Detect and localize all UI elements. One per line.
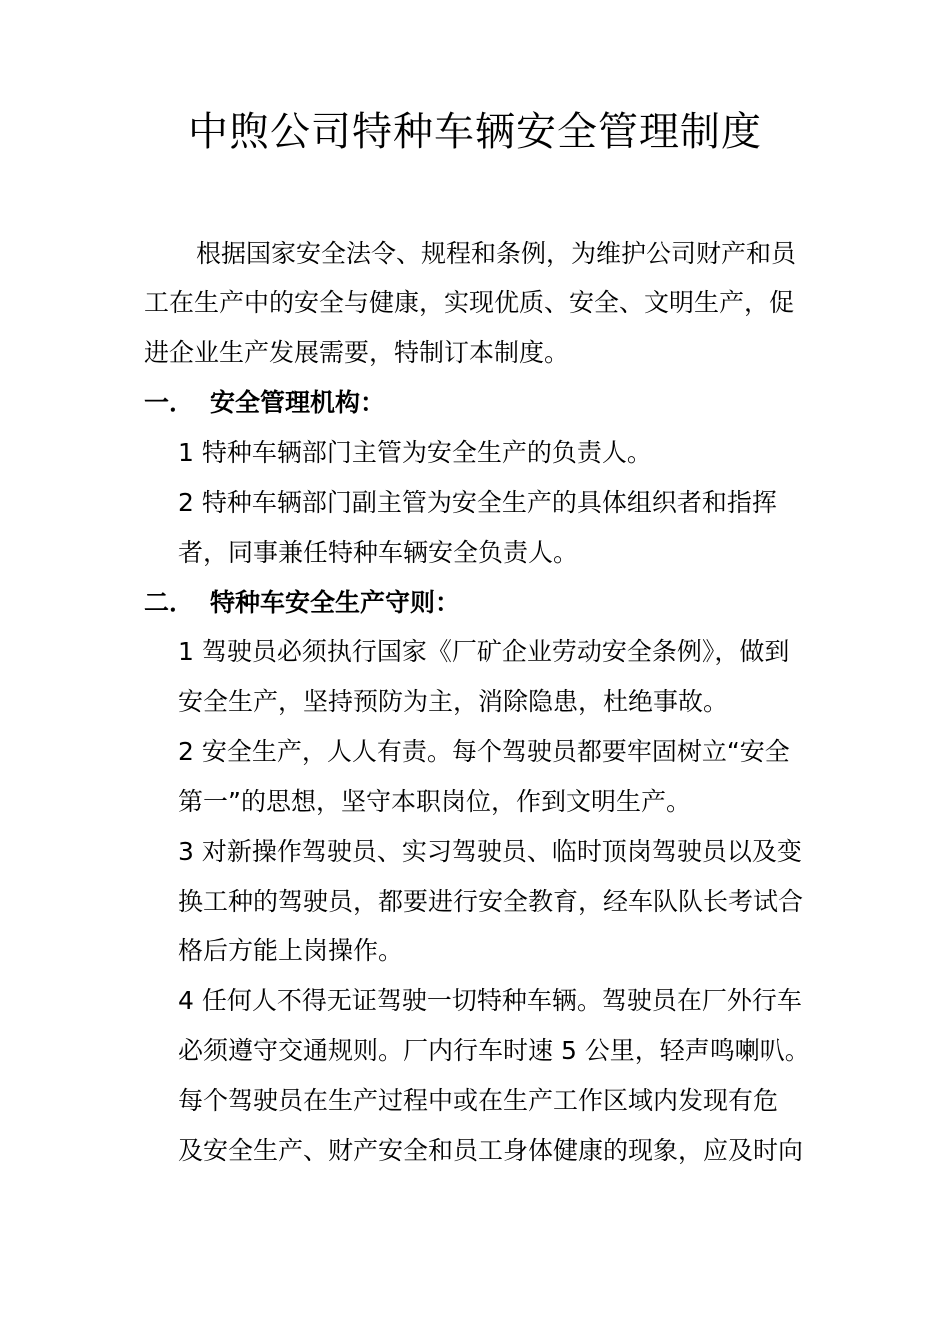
section-1-number: 一． [144, 388, 195, 417]
section-2-line-11: 及安全生产、财产安全和员工身体健康的现象，应及时向 [178, 1136, 804, 1165]
section-2-line-4: 第一”的思想，坚守本职岗位，作到文明生产。 [178, 787, 691, 816]
section-1-line-2: 2 特种车辆部门副主管为安全生产的具体组织者和指挥 [178, 488, 777, 517]
intro-line-2: 工在生产中的安全与健康，实现优质、安全、文明生产，促 [144, 288, 795, 317]
section-2-line-7: 格后方能上岗操作。 [178, 936, 404, 965]
intro-line-3: 进企业生产发展需要，特制订本制度。 [144, 338, 570, 367]
section-2-line-1: 1 驾驶员必须执行国家《厂矿企业劳动安全条例》，做到 [178, 637, 790, 666]
document-title: 中煦公司特种车辆安全管理制度 [188, 109, 762, 155]
section-2-line-9: 必须遵守交通规则。厂内行车时速 5 公里，轻声鸣喇叭。 [178, 1036, 810, 1065]
section-1-line-1: 1 特种车辆部门主管为安全生产的负责人。 [178, 438, 652, 467]
section-2-line-6: 换工种的驾驶员，都要进行安全教育，经车队队长考试合 [178, 887, 804, 916]
section-2-line-10: 每个驾驶员在生产过程中或在生产工作区域内发现有危 [178, 1086, 779, 1115]
intro-line-1: 根据国家安全法令、规程和条例，为维护公司财产和员 [196, 239, 797, 268]
section-2-line-5: 3 对新操作驾驶员、实习驾驶员、临时顶岗驾驶员以及变 [178, 837, 802, 866]
section-2-line-2: 安全生产，坚持预防为主，消除隐患，杜绝事故。 [178, 687, 729, 716]
section-2-heading [144, 586, 460, 620]
section-1-title: 安全管理机构： [210, 388, 386, 417]
section-2-title: 特种车安全生产守则： [210, 588, 461, 617]
section-1-heading [144, 386, 385, 420]
section-2-number: 二． [144, 588, 195, 617]
section-2-line-3: 2 安全生产，人人有责。每个驾驶员都要牢固树立“安全 [178, 737, 790, 766]
section-1-line-3: 者，同事兼任特种车辆安全负责人。 [178, 538, 579, 567]
section-2-line-8: 4 任何人不得无证驾驶一切特种车辆。驾驶员在厂外行车 [178, 986, 802, 1015]
